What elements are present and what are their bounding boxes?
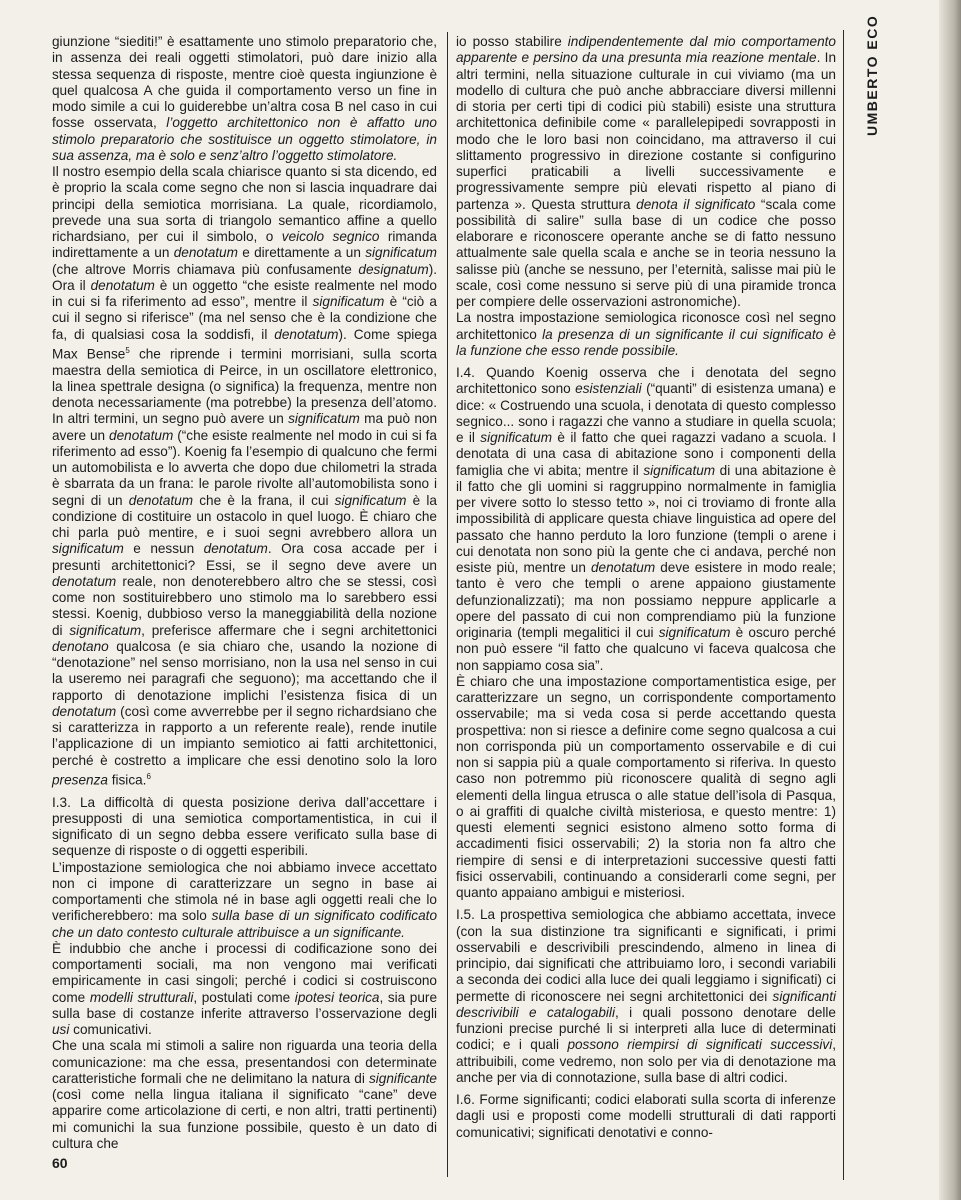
section-paragraph: I.5. La prospettiva semiologica che abbiamo accettata, invece (con la sua distinzione tra significanti e significati, i primi osservabili e descrivibili prescindendo, almeno in linea di principio, dai significati che attribuiamo loro, i secondi variabili a seconda dei codici alla luce dei quali leggiamo i significati) ci permette di riconoscere nei segni architettonici dei significanti descrivibili e catalogabili, i quali possono denotare delle funzioni precise purché li si interpreti alla luce di determinati codici; e i quali possono riempirsi di significati successivi, attribuibili, come vedremo, non solo per via di denotazione ma anche per via di connotazione, sulla base di altri codici.	[456, 907, 836, 1085]
running-header	[840, 14, 900, 156]
paragraph: Il nostro esempio della scala chiarisce quanto si sta dicendo, ed è proprio la scala come segno che non si lascia inquadrare dai principi della semiotica morrisiana. La quale, ricordiamolo, prevede una sua sorta di triangolo semantico affine a quello richardsiano, per cui il simbolo, o veicolo segnico rimanda indirettamente a un denotatum e direttamente a un significatum (che altrove Morris chiamava più confusamente designatum). Ora il denotatum è un oggetto “che esiste realmente nel modo in cui si fa riferimento ad esso”, mentre il significatum è “ciò a cui il segno si riferisce” (ma nel senso che è la condizione che fa, di qualsiasi cosa la soddisfi, il denotatum). Come spiega Max Bense$^5$ che riprende i termini morrisiani, sulla scorta maestra della semiotica di Peirce, in un oscillatore elettronico, la linea spettrale designa (o significa) la frequenza, mentre non denota necessariamente (ma potrebbe) la presenza dell’atomo. In altri termini, un segno può avere un significatum ma può non avere un denotatum (“che esiste realmente nel modo in cui si fa riferimento ad esso”). Koenig fa l’esempio di qualcuno che fermi un automobilista e lo avverta che dopo due chilometri la strada è sbarrata da un frana: le parole rivolte all’automobilista sono i segni di un denotatum che è la frana, il cui significatum è la condizione di costituire un ostacolo in quel luogo. È chiaro che chi parla può mentire, e i suoi segni avrebbero allora un significatum e nessun denotatum. Ora cosa accade per i presunti architettonici? Essi, se il segno deve avere un denotatum reale, non denoterebbero altro che se stessi, così come non sostituirebbero uno stimolo ma lo sarebbero essi stessi. Koenig, dubbioso verso la maneggiabilità della nozione di significatum, preferisce affermare che i segni architettonici denotano qualcosa (e sia chiaro che, usando la nozione di “denotazione” nel senso morrisiano, non la usa nel senso in cui la useremo nei paragrafi che seguono); ma accettando che il rapporto di denotazione implichi l’esistenza fisica di un denotatum (così come avverrebbe per il segno richardsiano che si caratterizza in rapporto a un referente reale), rende inutile l’applicazione di un impianto semiotico ai fatti architettonici, perché è costretto a implicare che essi denotino solo la loro presenza fisica.$^6$	[52, 164, 438, 788]
section-paragraph: I.3. La difficoltà di questa posizione deriva dall’accettare i presupposti di una semiotica comportamentistica, in cui il significato di un segno debba essere verificato sulla base di sequenze di risposte o di oggetti esperibili.	[52, 794, 437, 859]
text-column-right	[456, 34, 836, 1141]
author-name: UMBERTO ECO	[864, 14, 880, 136]
text-column-left	[52, 34, 437, 1152]
section-paragraph: I.4. Quando Koenig osserva che i denotata del segno architettonico sono esistenziali (“quanti” di esistenza umana) e dice: « Costruendo una scuola, i denotata di questo complesso segnico... sono i ragazzi che vanno a studiare in quella scuola; e il significatum è il fatto che quei ragazzi vadano a scuola. I denotata di una casa di abitazione sono i componenti della famiglia che vi abita; mentre il significatum di una abitazione è il fatto che gli uomini si raggruppino normalmente in famiglia per vivere sotto lo stesso tetto », noi ci troviamo di fronte alla impossibilità di applicare questa chiave linguistica ad opere del passato che hanno perduto la loro funzione (templi o arene i cui denotata non sono più la gente che ci andava, perché non esiste più, mentre un denotatum deve esistere in modo reale; tanto è vero che templi o arene appaiono giustamente defunzionalizzati); ma non possiamo neppure applicarle a opere del passato di cui non comprendiamo più la funzione originaria (templi megalitici il cui significatum è oscuro perché non può essere “il fatto che qualcuno vi faceva qualcosa che non sappiamo cosa sia”.	[456, 365, 837, 673]
paragraph: io posso stabilire indipendentemente dal mio comportamento apparente e persino da una presunta mia reazione mentale. In altri termini, nella situazione culturale in cui viviamo (ma un modello di cultura che può anche abbracciare diversi millenni di storia per certi tipi di codici più stabili) esiste una struttura architettonica definibile come « parallelepipedi sovrapposti in modo che le loro basi non coincidano, ma attraverso il cui slittamento progressivo in direzione costante si configurino superfici praticabili a livelli successivamente e progressivamente sempre più elevati rispetto al piano di partenza ». Questa struttura denota il significato “scala come possibilità di salire” sulla base di un codice che posso elaborare e riconoscere operante anche se di fatto nessuno attualmente sale quella scala e anche se in teoria nessuno la salisse più (anche se nessuno, per l’eternità, salisse mai più le scale, così come nessuno si serve più di una piramide tronca per compiere delle osservazioni astronomiche).	[456, 34, 837, 309]
column-divider	[447, 32, 448, 1177]
header-divider	[843, 30, 844, 1180]
paragraph: È chiaro che una impostazione comportamentistica esige, per caratterizzare un segno, un corrispondente comportamento osservabile; ma si veda cosa si perde accettando questa prospettiva: non si riesce a definire come segno qualcosa a cui non corrisponda più un comportamento osservabile e di cui non si sappia più a quale comportamento si riferiva. In questo caso non potremmo più riconoscere qualità di segno agli elementi della lingua etrusca o alle statue dell’isola di Pasqua, o ai graffiti di qualche civiltà misteriosa, e questo mentre: 1) questi elementi segnici esistono almeno sotto forma di accadimenti fisici osservabili; 2) la storia non fa altro che riempire di sensi e di interpretazioni successive questi fatti fisici osservabili, continuando a considerarli come segni, per quanto appaiano ambigui e misteriosi.	[456, 673, 836, 900]
paragraph: Che una scala mi stimoli a salire non riguarda una teoria della comunicazione: ma che essa, presentandosi con determinate caratteristiche formali che ne delimitano la natura di significante (così come nella lingua italiana il significato “cane” deve apparire come articolazione di certi, e non altri, tratti pertinenti) mi comunichi la sua funzione possibile, questo è un dato di cultura che	[52, 1038, 437, 1151]
paragraph: È indubbio che anche i processi di codificazione sono dei comportamenti sociali, ma non vengono mai verificati empiricamente in casi singoli; perché i codici si costruiscono come modelli strutturali, postulati come ipotesi teorica, sia pure sulla base di costanze inferite attraverso l’osservazione degli usi comunicativi.	[52, 940, 438, 1038]
section-paragraph: I.6. Forme significanti; codici elaborati sulla scorta di inferenze dagli usi e proposti come modelli strutturali di dati rapporti comunicativi; significati denotativi e conno-	[456, 1092, 836, 1140]
footnote-ref: 5	[125, 345, 130, 355]
paragraph: giunzione “siediti!” è esattamente uno stimolo preparatorio che, in assenza dei reali oggetti stimolatori, può dare inizio alla stessa sequenza di risposte, mentre cioè questa ingiunzione è quel qualcosa A che guida il comportamento verso un fine in modo simile a cui lo guiderebbe un’altra cosa B nel caso in cui fosse osservata, l’oggetto architettonico non è affatto uno stimolo preparatorio che sostituisce un oggetto stimolatore, in sua assenza, ma è solo e senz’altro l’oggetto stimolatore.	[52, 34, 437, 163]
paragraph: La nostra impostazione semiologica riconosce così nel segno architettonico la presenza di un significante il cui significato è la funzione che esso rende possibile.	[456, 310, 836, 358]
paragraph: L’impostazione semiologica che noi abbiamo invece accettato non ci impone di caratterizzare un segno in base ai comportamenti che stimola né in base agli oggetti reali che lo verificherebbero: ma solo sulla base di un significato codificato che un dato contesto culturale attribuisce a un significante.	[52, 859, 437, 940]
page-edge-shadow	[939, 0, 961, 1200]
page-number: 60	[52, 1155, 68, 1171]
footnote-ref: 6	[146, 771, 151, 781]
